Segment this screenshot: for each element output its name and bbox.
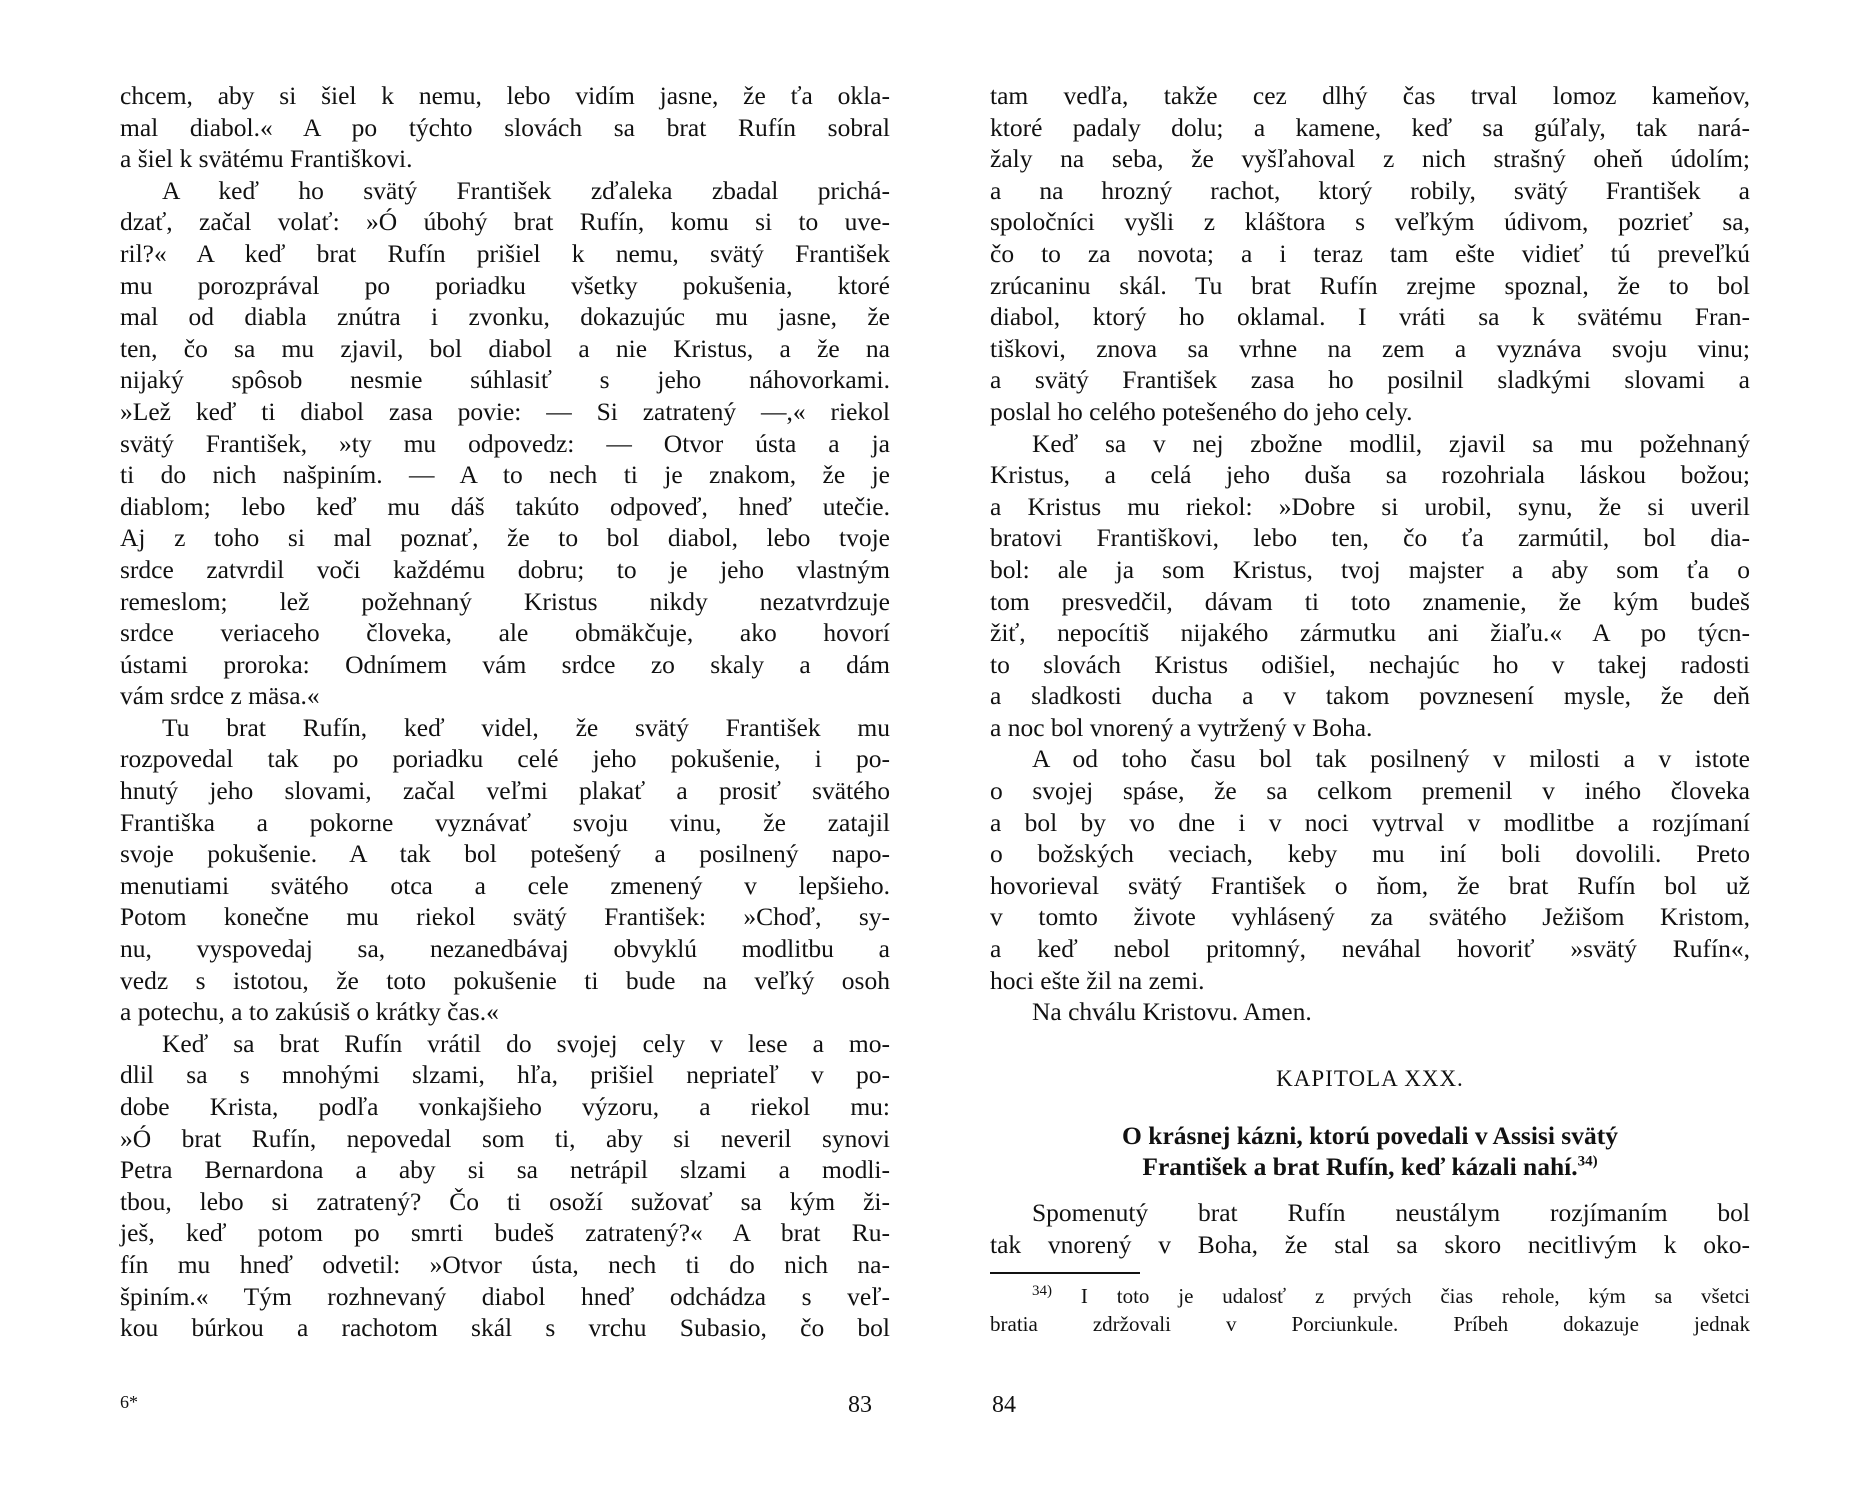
page-number: 83 (848, 1392, 872, 1418)
footnote-ref: 34) (1577, 1153, 1598, 1170)
text-line: hoci ešte žil na zemi. (990, 965, 1205, 995)
footnote (990, 1282, 1750, 1338)
text-line: poslal ho celého potešeného do jeho cely. (990, 396, 1413, 426)
footnote-mark: 34) (1032, 1283, 1052, 1300)
text-line: hnutý jeho slovami, začal veľmi plakať a prosiť svätého (120, 776, 890, 806)
text-line: a Kristus mu riekol: »Dobre si urobil, synu, že si uveril (990, 491, 1750, 521)
footnote-text: I toto je udalosť z prvých čias rehole, kým sa všetci (1080, 1284, 1750, 1309)
left-page (120, 80, 890, 1344)
chapter-body (990, 1197, 1750, 1260)
text-line: Františka a pokorne vyznávať svoju vinu, že zatajil (120, 807, 890, 837)
text-line: diablom; lebo keď mu dáš takúto odpoveď, hneď utečie. (120, 491, 890, 521)
text-line: Spomenutý brat Rufín neustálym rozjímaním bol (1032, 1198, 1750, 1227)
text-line: a sladkosti ducha a v takom povznesení mysle, že deň (990, 681, 1750, 711)
text-line: svoje pokušenie. A tak bol potešený a posilnený napo- (120, 839, 890, 869)
text-line: ril?« A keď brat Rufín prišiel k nemu, svätý František (120, 238, 890, 268)
text-line: čo to za novota; a i teraz tam ešte vidieť tú preveľkú (990, 238, 1750, 268)
footnote-divider (990, 1272, 1140, 1274)
text-line: rozpovedal tak po poriadku celé jeho pokušenie, i po- (120, 744, 890, 774)
text-line: a svätý František zasa ho posilnil sladkými slovami a (990, 365, 1750, 395)
text-line: dobe Krista, podľa vonkajšieho výzoru, a riekol mu: (120, 1092, 890, 1121)
text-line: bol: ale ja som Kristus, tvoj majster a aby som ťa o (990, 554, 1750, 584)
text-line: Aj z toho si mal poznať, že to bol diabol, lebo tvoje (120, 523, 890, 553)
text-line: remeslom; lež požehnaný Kristus nikdy nezatvrdzuje (120, 586, 890, 616)
text-line: o svojej spáse, že sa celkom premenil v iného človeka (990, 776, 1750, 806)
text-line: srdce zatvrdil voči každému dobru; to je jeho vlastným (120, 554, 890, 584)
text-line: bratovi Františkovi, lebo ten, čo ťa zarmútil, bol dia- (990, 523, 1750, 553)
text-line: a keď nebol pritomný, neváhal hovoriť »svätý Rufín«, (990, 934, 1750, 964)
text-line: Kristus, a celá jeho duša sa rozohriala láskou božou; (990, 460, 1750, 490)
text-line: hovorieval svätý František o ňom, že brat Rufín bol už (990, 870, 1750, 900)
text-line: diabol, ktorý ho oklamal. I vráti sa k svätému Fran- (990, 302, 1750, 332)
text-line: tak vnorený v Boha, že stal sa skoro necitlivým k oko- (990, 1229, 1750, 1259)
text-line: a noc bol vnorený a vytržený v Boha. (990, 712, 1373, 742)
text-line: o božských veciach, keby mu iní boli dovolili. Preto (990, 839, 1750, 869)
text-line: nijaký spôsob nesmie súhlasiť s jeho náhovorkami. (120, 365, 890, 395)
text-line: kou búrkou a rachotom skál s vrchu Subasio, čo bol (120, 1313, 890, 1343)
text-line: spoločníci vyšli z kláštora s veľkým údivom, pozrieť sa, (990, 207, 1750, 237)
text-line: mal od diabla znútra i zvonku, dokazujúc mu jasne, že (120, 302, 890, 332)
text-line: tbou, lebo si zatratený? Čo ti osoží sužovať sa kým ži- (120, 1186, 890, 1216)
text-line: ústami proroka: Odnímem vám srdce zo skaly a dám (120, 649, 890, 679)
text-line: tiškovi, znova sa vrhne na zem a vyznáva svoju vinu; (990, 333, 1750, 363)
text-line: žiť, nepocítiš nijakého zármutku ani žiaľu.« A po týcn- (990, 618, 1750, 648)
text-line: chcem, aby si šiel k nemu, lebo vidím jasne, že ťa okla- (120, 81, 890, 110)
text-line: tam vedľa, takže cez dlhý čas trval lomoz kameňov, (990, 81, 1750, 110)
chapter-heading (990, 1120, 1750, 1183)
text-line: to slovách Kristus odišiel, nechajúc ho v takej radosti (990, 649, 1750, 679)
text-line: v tomto živote vyhlásený za svätého Ježišom Kristom, (990, 902, 1750, 932)
text-line: svätý František, »ty mu odpovedz: — Otvor ústa a ja (120, 428, 890, 458)
text-line: ktoré padaly dolu; a kamene, keď sa gúľaly, tak nará- (990, 112, 1750, 142)
text-line: srdce veriaceho človeka, ale obmäkčuje, ako hovorí (120, 618, 890, 648)
text-line: menutiami svätého otca a cele zmenený v lepšieho. (120, 870, 890, 900)
text-line: dzať, začal volať: »Ó úbohý brat Rufín, komu si to uve- (120, 207, 890, 237)
text-line: Keď sa v nej zbožne modlil, zjavil sa mu požehnaný (1032, 428, 1750, 458)
text-line: Petra Bernardona a aby si sa netrápil slzami a modli- (120, 1155, 890, 1185)
text-line: tom presvedčil, dávam ti toto znamenie, že kým budeš (990, 586, 1750, 616)
text-line: a potechu, a to zakúsiš o krátky čas.« (120, 997, 499, 1027)
right-text-block (990, 80, 1750, 1028)
text-line: Tu brat Rufín, keď videl, že svätý František mu (162, 712, 890, 742)
heading-line: O krásnej kázni, ktorú povedali v Assisi svätý (1122, 1120, 1618, 1150)
text-line: nu, vyspovedaj sa, nezanedbávaj obvyklú modlitbu a (120, 934, 890, 964)
chapter-title: KAPITOLA XXX. (1276, 1065, 1464, 1091)
text-line: »Ó brat Rufín, nepovedal som ti, aby si neveril synovi (120, 1123, 890, 1153)
text-line: a šiel k svätému Františkovi. (120, 144, 413, 174)
text-line: A od toho času bol tak posilnený v milosti a v istote (1032, 744, 1750, 774)
left-text-block (120, 80, 890, 1344)
text-line: žaly na seba, že vyšľahoval z nich strašný oheň údolím; (990, 144, 1750, 174)
footnote-line: bratia zdržovali v Porciunkule. Príbeh dokazuje jednak (990, 1312, 1750, 1337)
text-line: fín mu hneď odvetil: »Otvor ústa, nech ti do nich na- (120, 1249, 890, 1279)
heading-line (990, 1151, 1750, 1183)
text-line: ješ, keď potom po smrti budeš zatratený?« A brat Ru- (120, 1218, 890, 1248)
text-line: mu porozprával po poriadku všetky pokušenia, ktoré (120, 270, 890, 300)
text-line: zrúcaninu skál. Tu brat Rufín zrejme spoznal, že to bol (990, 270, 1750, 300)
signature-mark: 6* (120, 1392, 138, 1412)
text-line: vám srdce z mäsa.« (120, 681, 320, 711)
text-line: A keď ho svätý František zďaleka zbadal prichá- (162, 175, 890, 205)
footnote-line (990, 1282, 1750, 1310)
text-line: Na chválu Kristovu. Amen. (1032, 997, 1312, 1027)
text-line: »Lež keď ti diabol zasa povie: — Si zatratený —,« riekol (120, 396, 890, 426)
text-line: ten, čo sa mu zjavil, bol diabol a nie Kristus, a že na (120, 333, 890, 363)
text-line: a bol by vo dne i v noci vytrval v modlitbe a rozjímaní (990, 807, 1750, 837)
heading-text: František a brat Rufín, keď kázali nahí. (1142, 1152, 1578, 1182)
text-line: vedz s istotou, že toto pokušenie ti bude na veľký osoh (120, 965, 890, 995)
text-line: a na hrozný rachot, ktorý robily, svätý František a (990, 175, 1750, 205)
text-line: mal diabol.« A po týchto slovách sa brat Rufín sobral (120, 112, 890, 142)
text-line: Potom konečne mu riekol svätý František: »Choď, sy- (120, 902, 890, 932)
text-line: dlil sa s mnohými slzami, hľa, prišiel nepriateľ v po- (120, 1060, 890, 1090)
right-page (990, 80, 1750, 1338)
text-line: ti do nich našpiním. — A to nech ti je znakom, že je (120, 460, 890, 490)
text-line: Keď sa brat Rufín vrátil do svojej cely v lese a mo- (162, 1028, 890, 1058)
text-line: špiním.« Tým rozhnevaný diabol hneď odchádza s veľ- (120, 1281, 890, 1311)
page-number: 84 (992, 1392, 1016, 1418)
